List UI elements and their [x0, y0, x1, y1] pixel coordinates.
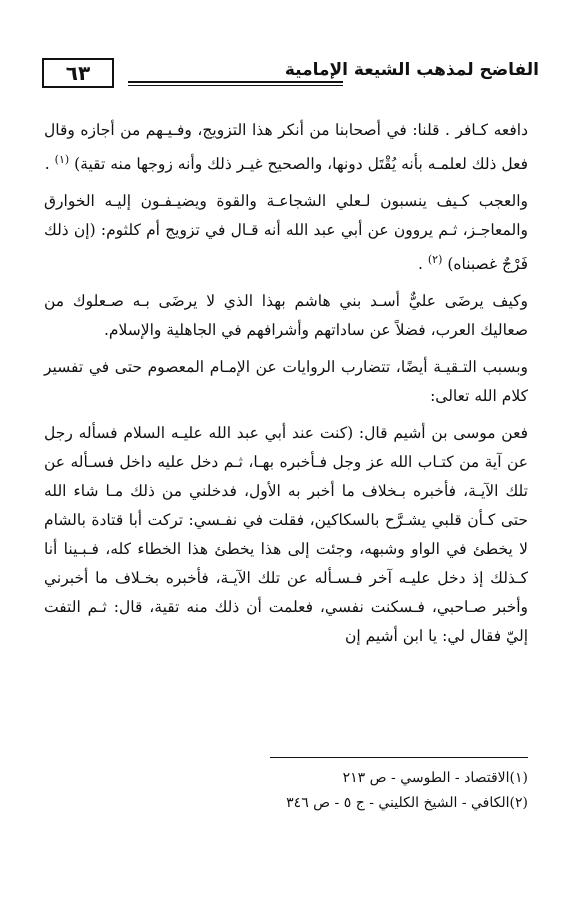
footnote-reference: (١) [54, 153, 70, 166]
paragraph-text: والعجب كـيف ينسبون لـعلي الشجاعـة والقوة ويضيـفـون إليـه الخوارق والمعاجـز، ثـم يروون عن أبي عبد الله أنه قـال في تزويج أم كلثوم: (إن ذلك فَرْجٌ غصبناه) [44, 192, 528, 274]
paragraph-tail: . [418, 255, 428, 274]
paragraph-2 [44, 187, 528, 279]
footnote-separator [270, 757, 528, 758]
paragraph-1 [44, 116, 528, 179]
footnote-2: (٢)الكافي - الشيخ الكليني - ج ٥ - ص ٣٤٦ [286, 795, 528, 811]
running-title: الفاضح لمذهب الشيعة الإمامية [284, 60, 539, 80]
header-rule [128, 81, 343, 86]
paragraph-text: وبسبب التـقيـة أيضًا، تتضارب الروايات عن الإمـام المعصوم حتى في تفسير كلام الله تعالى: [44, 358, 528, 406]
paragraph-5 [44, 419, 528, 651]
footnote-reference: (٢) [427, 253, 443, 267]
paragraph-text: دافعه كـافر . قلنا: في أصحابنا من أنكر هذا التزويج، وفـيـهم من أجازه وقال فعل ذلك لعلمـه بأنه يُقْتَل دونها، والصحيح غيـر ذلك وأنه زوجها منه تقية) [44, 121, 528, 174]
paragraph-text: فعن موسى بن أشيم قال: (كنت عند أبي عبد الله عليـه السلام فسأله رجل عن آية من كتـاب الله عز وجل فـأخبره بهـا، ثـم دخل عليه داخل فسـأله عن تلك الآيـة، فأخبره بـخلاف ما أخبر به الأول، فدخلني من ذلك مـا شاء الله حتى كـأن قلبي يشـرَّح بالسكاكين، فقلت في نفـسي: تركت أبا قتادة بالشام لا يخطئ في الواو وشبهه، وجئت إلى هذا يخطئ هذا الخطاء كله، فـبـينا أنا كـذلك إذ دخل عليـه آخر فـسـأله عن تلك الآيـة، فأخبره بخـلاف ما أخبرني وأخبر صـاحبي، فـسكنت نفسي، فعلمت أن ذلك منه تقية، قال: ثـم التفت إليّ فقال لي: يا ابن أشيم إن [44, 424, 528, 646]
page-number: ٦٣ [42, 58, 114, 88]
body-text [44, 116, 528, 651]
footnote-1: (١)الاقتصاد - الطوسي - ص ٢١٣ [342, 770, 528, 786]
paragraph-tail: . [44, 155, 55, 174]
paragraph-3 [44, 287, 528, 345]
paragraph-text: وكيف يرضَى عليٌّ أسـد بني هاشم بهذا الذي لا يرضَى بـه صـعلوك من صعاليك العرب، فضلاً عن ساداتهم وأشرافهم في الجاهلية والإسلام. [44, 292, 528, 340]
paragraph-4 [44, 353, 528, 411]
page-header [28, 56, 543, 94]
footnotes [44, 766, 528, 816]
